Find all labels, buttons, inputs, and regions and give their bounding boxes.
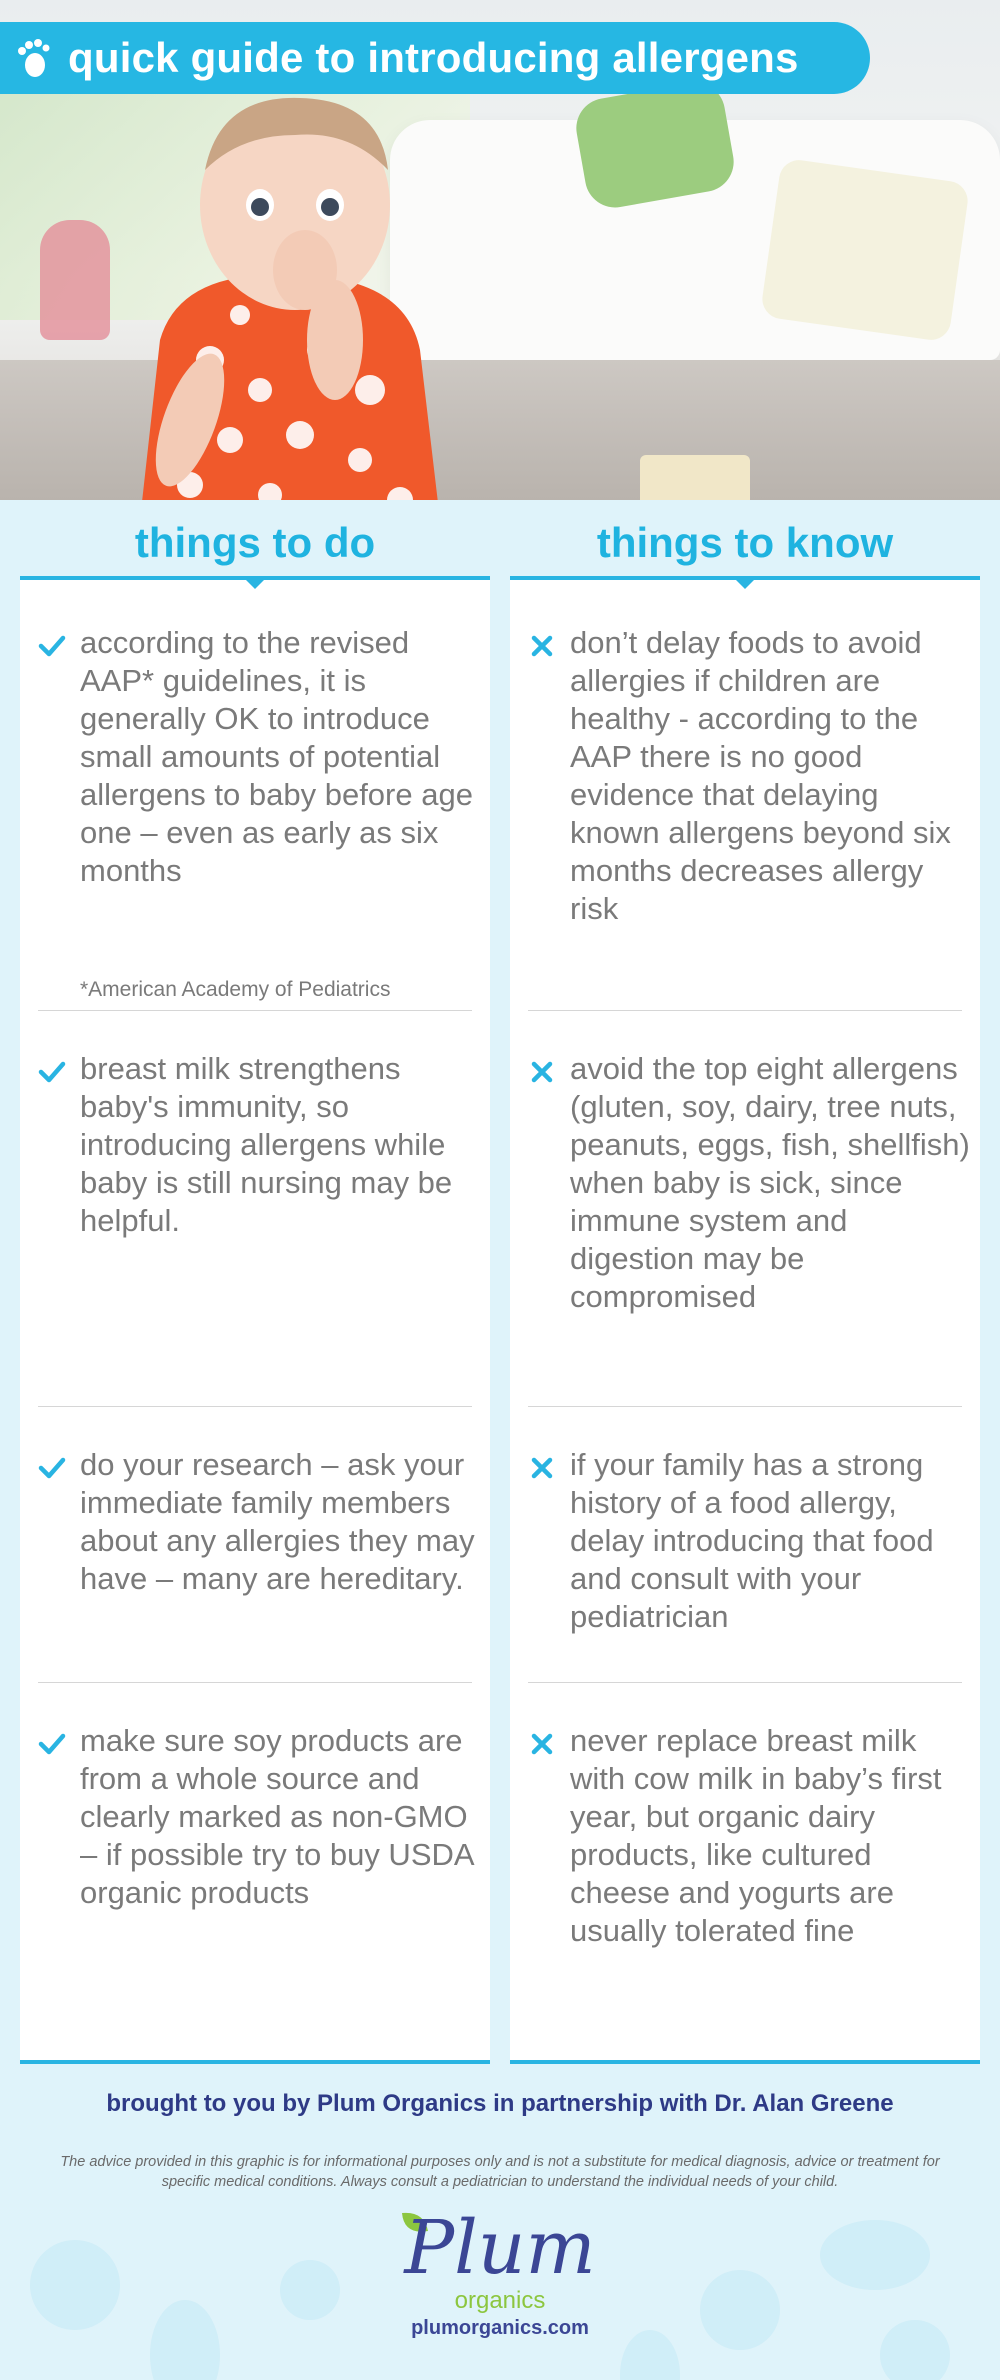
item-text: breast milk strengthens baby's immunity, so introducing allergens while baby is still nursing may be helpful. [80,1051,453,1238]
toy-block [640,455,750,500]
item-text: if your family has a strong history of a food allergy, delay introducing that food and consult with your pediatrician [570,1447,934,1634]
item-text: avoid the top eight allergens (gluten, soy, dairy, tree nuts, peanuts, eggs, fish, shellfish) when baby is sick, since immune system and digestion may be compromised [570,1051,970,1314]
item-text: don’t delay foods to avoid allergies if children are healthy - according to the AAP there is no good evidence that delaying known allergens beyond six months decreases allergy risk [570,625,951,926]
things-to-do-panel [20,576,490,2064]
things-to-know-panel [510,576,980,2064]
credit-line: brought to you by Plum Organics in partnership with Dr. Alan Greene [106,2090,894,2117]
logo-wordmark: Plum [404,2205,596,2291]
panel-notch [245,579,265,589]
heading-things-to-do: things to do [134,519,376,566]
footprint-icon [16,38,54,78]
website-url: plumorganics.com [411,2317,589,2339]
disclaimer: The advice provided in this graphic is for informational purposes only and is not a substitute for medical diagnosis, advice or treatment for specific medical conditions. Always consult a pediatrician to understand the individual needs of your child. [60,2154,940,2190]
item-text: never replace breast milk with cow milk in baby’s first year, but organic dairy products, like cultured cheese and yogurts are usually tolerated fine [570,1723,942,1948]
panel-notch [735,579,755,589]
baby-illustration [120,90,460,500]
toy [40,220,110,340]
blanket [760,158,970,343]
x-mark-icon [528,1454,556,1482]
heading-things-to-know: things to know [596,519,894,566]
divider [528,1010,962,1011]
title-banner [0,22,870,94]
divider [528,1406,962,1407]
footnote: *American Academy of Pediatrics [80,978,391,1001]
divider [528,1682,962,1683]
checkmark-icon [38,632,66,660]
checkmark-icon [38,1058,66,1086]
x-mark-icon [528,1058,556,1086]
plum-organics-logo [0,2205,1000,2355]
logo-subtitle: organics [454,2287,546,2314]
divider [38,1010,472,1011]
divider [38,1406,472,1407]
page-title: quick guide to introducing allergens [68,34,799,81]
item-text: do your research – ask your immediate family members about any allergies they may have – many are hereditary. [80,1447,475,1596]
hero-photo [0,0,1000,500]
item-text: make sure soy products are from a whole source and clearly marked as non-GMO – if possible try to buy USDA organic products [80,1723,473,1910]
item-text: according to the revised AAP* guidelines, it is generally OK to introduce small amounts of potential allergens to baby before age one – even as early as six months [80,625,473,888]
divider [38,1682,472,1683]
checkmark-icon [38,1730,66,1758]
checkmark-icon [38,1454,66,1482]
x-mark-icon [528,632,556,660]
x-mark-icon [528,1730,556,1758]
